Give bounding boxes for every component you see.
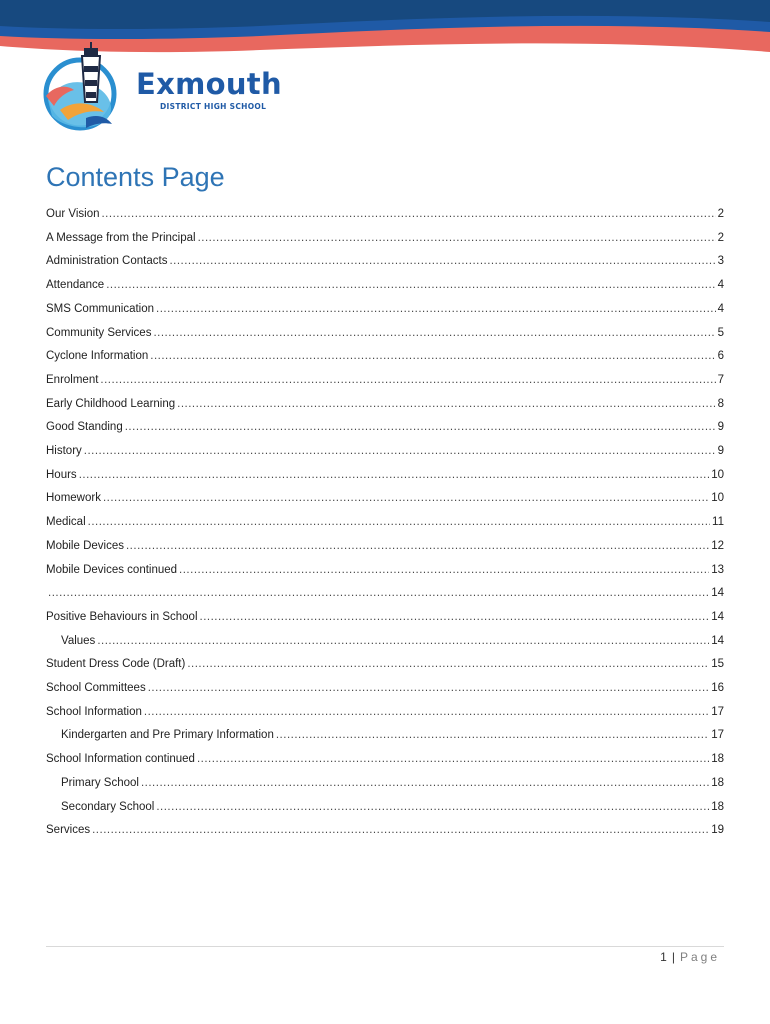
toc-entry-label: Values — [61, 634, 96, 647]
toc-leader-dots — [101, 208, 715, 220]
toc-leader-dots — [153, 327, 715, 339]
toc-entry[interactable] — [46, 461, 724, 481]
toc-leader-dots — [141, 777, 709, 789]
toc-entry[interactable] — [46, 579, 724, 599]
toc-entry[interactable] — [46, 603, 724, 623]
toc-entry-label: Student Dress Code (Draft) — [46, 658, 186, 671]
toc-entry-page: 15 — [711, 658, 724, 671]
toc-entry-page: 2 — [717, 208, 724, 220]
page-number: 1 — [660, 950, 667, 964]
toc-entry[interactable] — [46, 413, 724, 433]
toc-leader-dots — [169, 255, 715, 267]
page-footer — [660, 950, 720, 964]
toc-entry-label: Services — [46, 824, 91, 837]
toc-entry-label: History — [46, 445, 82, 457]
toc-leader-dots — [144, 706, 709, 718]
toc-entry[interactable] — [46, 271, 724, 291]
toc-entry-page: 17 — [711, 729, 724, 742]
toc-entry[interactable] — [46, 745, 724, 765]
toc-entry-page: 2 — [717, 231, 724, 244]
toc-entry-page: 5 — [717, 326, 724, 339]
toc-leader-dots — [177, 398, 715, 410]
toc-entry-page: 18 — [711, 776, 724, 789]
toc-entry[interactable] — [46, 390, 724, 410]
toc-leader-dots — [125, 421, 716, 433]
toc-leader-dots — [179, 564, 709, 576]
toc-leader-dots — [79, 469, 710, 481]
toc-entry[interactable] — [46, 508, 724, 528]
toc-leader-dots — [198, 232, 716, 244]
toc-entry-page: 14 — [711, 634, 724, 647]
toc-entry[interactable] — [46, 366, 724, 386]
school-subtitle: DISTRICT HIGH SCHOOL — [160, 102, 267, 111]
toc-entry-label: Attendance — [46, 279, 105, 292]
toc-leader-dots — [156, 303, 716, 315]
toc-entry-label: Mobile Devices continued — [46, 563, 178, 576]
toc-entry-page: 6 — [717, 350, 724, 363]
toc-entry[interactable] — [46, 437, 724, 457]
toc-entry-page: 9 — [717, 421, 724, 434]
toc-entry-label: Mobile Devices — [46, 539, 124, 552]
toc-entry-page: 10 — [711, 492, 724, 505]
toc-entry-page: 18 — [711, 800, 724, 813]
toc-entry-label: School Information continued — [46, 753, 195, 766]
toc-entry-page: 4 — [717, 279, 724, 292]
lighthouse-icon — [40, 40, 122, 132]
footer-separator: | — [671, 950, 675, 964]
toc-entry[interactable] — [46, 342, 724, 362]
toc-entry-label: Cyclone Information — [46, 350, 149, 363]
toc-entry[interactable] — [46, 721, 724, 741]
toc-entry-label: Kindergarten and Pre Primary Information — [61, 729, 274, 742]
toc-entry-label: Administration Contacts — [46, 255, 168, 268]
toc-entry-page: 3 — [717, 255, 724, 268]
toc-leader-dots — [148, 682, 709, 694]
toc-entry-page: 11 — [712, 516, 724, 529]
toc-entry-page: 19 — [711, 824, 724, 837]
toc-entry-label: Early Childhood Learning — [46, 397, 176, 410]
toc-entry[interactable] — [46, 532, 724, 552]
toc-leader-dots — [84, 445, 716, 457]
toc-entry[interactable] — [46, 200, 724, 220]
toc-leader-dots — [106, 279, 715, 291]
toc-entry[interactable] — [46, 247, 724, 267]
toc-entry[interactable] — [46, 295, 724, 315]
toc-entry[interactable] — [46, 224, 724, 244]
toc-entry-label: School Committees — [46, 682, 146, 694]
toc-entry-page: 9 — [717, 445, 724, 457]
school-logo — [40, 40, 290, 135]
toc-entry-label: Secondary School — [61, 800, 155, 813]
toc-leader-dots — [103, 492, 709, 504]
toc-leader-dots — [276, 729, 709, 741]
toc-entry-page: 7 — [717, 373, 724, 386]
toc-entry[interactable] — [46, 769, 724, 789]
toc-entry-page: 4 — [717, 302, 724, 315]
toc-entry-label: A Message from the Principal — [46, 231, 196, 244]
toc-leader-dots — [197, 753, 709, 765]
toc-leader-dots — [97, 635, 709, 647]
toc-entry[interactable] — [46, 319, 724, 339]
toc-entry-page: 17 — [711, 705, 724, 718]
page-word: Page — [679, 950, 720, 964]
toc-entry-page: 14 — [711, 610, 724, 623]
toc-entry-label: Homework — [46, 492, 101, 505]
toc-entry[interactable] — [46, 484, 724, 504]
toc-leader-dots — [187, 658, 709, 670]
toc-entry-label: Our Vision — [46, 208, 100, 220]
toc-entry-label: Positive Behaviours in School — [46, 610, 198, 623]
toc-leader-dots — [150, 350, 715, 362]
toc-leader-dots — [92, 824, 709, 836]
toc-entry-page: 8 — [717, 397, 724, 410]
toc-leader-dots — [156, 801, 709, 813]
toc-leader-dots — [126, 540, 709, 552]
toc-entry-page: 10 — [711, 468, 724, 481]
toc-leader-dots — [100, 374, 715, 386]
footer-divider — [46, 946, 724, 947]
toc-entry-label: Community Services — [46, 326, 152, 339]
toc-entry[interactable] — [46, 816, 724, 836]
toc-entry[interactable] — [46, 674, 724, 694]
toc-entry[interactable] — [46, 698, 724, 718]
toc-leader-dots — [88, 516, 710, 528]
toc-entry-label: Good Standing — [46, 421, 123, 434]
toc-entry-label: Hours — [46, 468, 77, 481]
toc-entry-page: 18 — [711, 753, 724, 766]
toc-entry-page: 13 — [711, 563, 724, 576]
toc-entry-label: Medical — [46, 516, 86, 529]
toc-leader-dots — [200, 611, 710, 623]
toc-entry[interactable] — [46, 650, 724, 670]
toc-entry[interactable] — [46, 556, 724, 576]
toc-entry-page: 16 — [711, 682, 724, 694]
toc-entry-page: 14 — [711, 587, 724, 600]
toc-entry-label: Primary School — [61, 776, 139, 789]
school-name: Exmouth — [136, 67, 282, 101]
toc-leader-dots — [48, 587, 709, 599]
toc-entry-label: Enrolment — [46, 373, 99, 386]
toc-entry-label: SMS Communication — [46, 302, 155, 315]
toc-entry-label: School Information — [46, 705, 142, 718]
toc-entry[interactable] — [46, 627, 724, 647]
page-title: Contents Page — [46, 162, 225, 192]
toc-entry-page: 12 — [711, 539, 724, 552]
toc-entry[interactable] — [46, 793, 724, 813]
